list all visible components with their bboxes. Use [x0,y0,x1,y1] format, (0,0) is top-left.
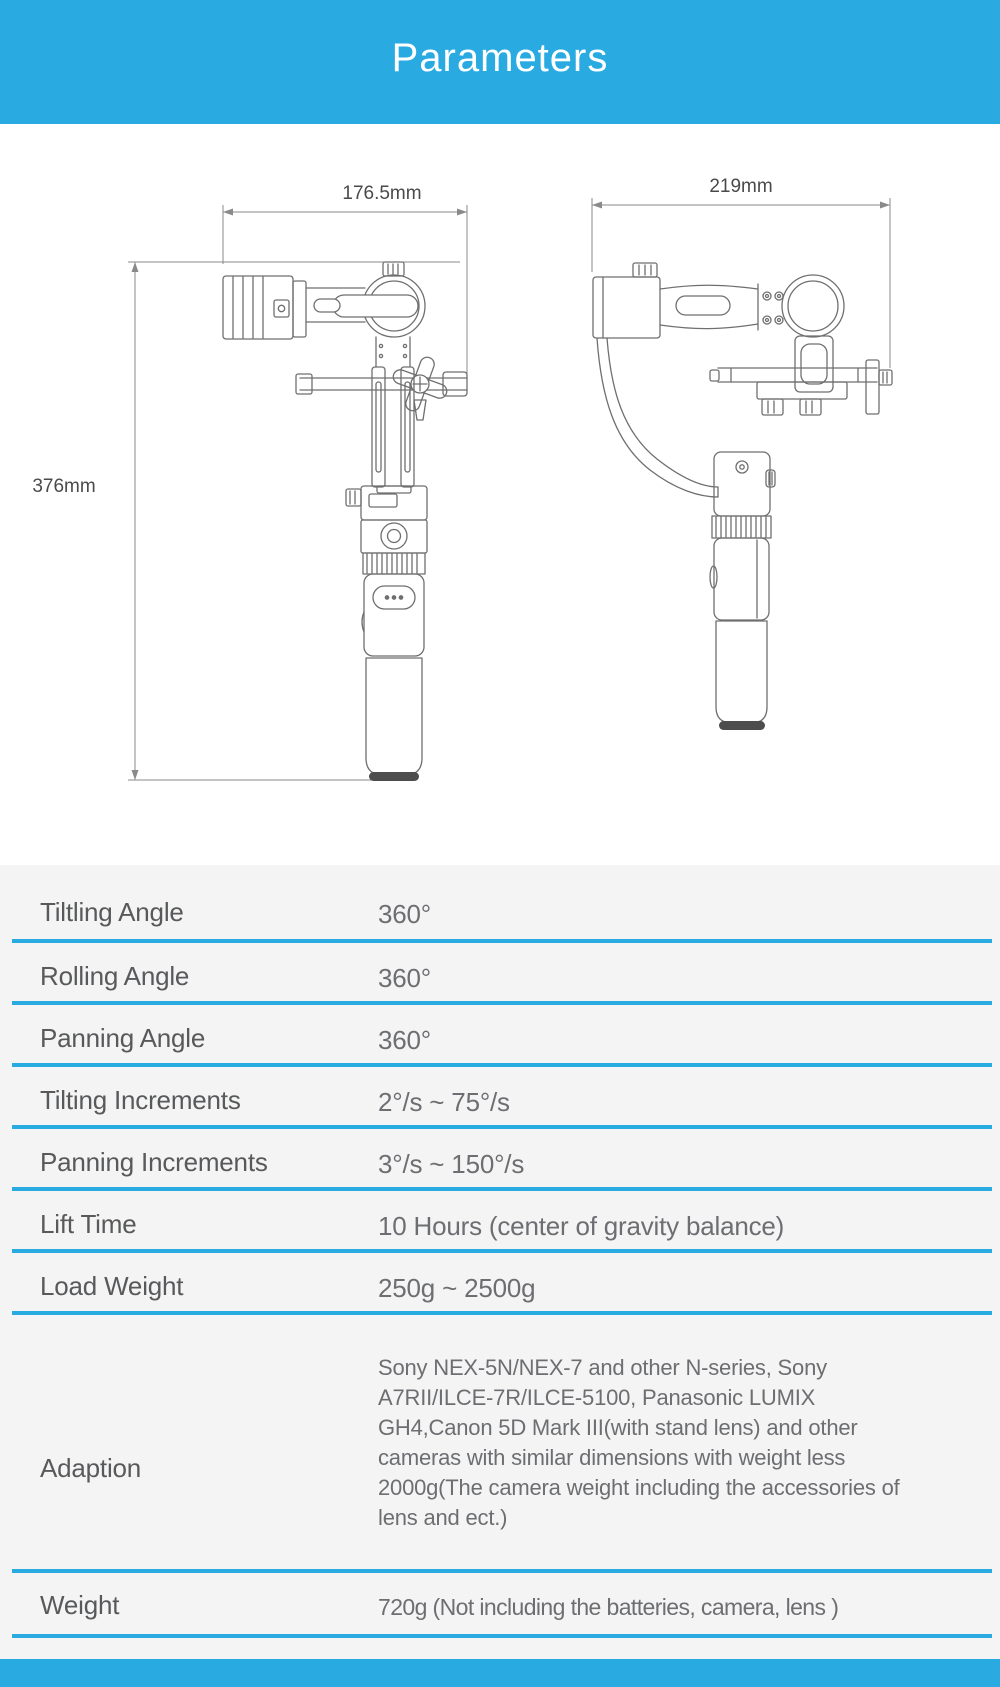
spec-value: 360° [378,898,431,929]
spec-row-load-weight [0,1253,1000,1311]
gimbal-technical-drawing [0,124,1000,865]
spec-label: Load Weight [40,1270,184,1301]
spec-row-weight [0,1573,1000,1634]
spec-label: Tiltling Angle [40,896,184,927]
spec-label: Adaption [40,1452,142,1483]
front-width-dimension-label: 176.5mm [342,183,422,204]
diagram-section [0,124,1000,865]
dimension-arrowheads [132,202,891,781]
spec-row-tilting-increments [0,1067,1000,1125]
spec-label: Weight [40,1590,120,1620]
spec-row-tilting-angle [0,865,1000,939]
header [0,0,1000,124]
spec-label: Panning Angle [40,1022,206,1053]
spec-value: 250g ~ 2500g [378,1272,536,1303]
spec-value: 2°/s ~ 75°/s [378,1086,510,1117]
spec-value: 10 Hours (center of gravity balance) [378,1210,785,1241]
spec-label: Lift Time [40,1208,137,1239]
spec-row-panning-angle [0,1005,1000,1063]
footer-bar [0,1659,1000,1687]
spec-table [0,865,1000,1687]
side-view-drawing [593,263,892,730]
spec-row-panning-increments [0,1129,1000,1187]
page-title: Parameters [391,35,609,80]
spec-value: 3°/s ~ 150°/s [378,1148,525,1179]
side-width-dimension-label: 219mm [709,176,773,197]
spec-value: 360° [378,962,431,993]
spec-row-lift-time [0,1191,1000,1249]
spec-row-rolling-angle [0,943,1000,1001]
spec-row-adaption [0,1315,1000,1569]
front-view-drawing [223,262,467,781]
row-divider [12,1634,992,1638]
spec-label: Panning Increments [40,1146,268,1177]
spec-value: 360° [378,1024,431,1055]
front-height-dimension-label: 376mm [32,476,96,497]
dimension-lines [128,198,890,780]
spec-label: Rolling Angle [40,960,190,991]
spec-value: Sony NEX-5N/NEX-7 and other N-series, Sony A7RII/ILCE-7R/ILCE-5100, Panasonic LUMIX GH4,Canon 5D Mark III(with stand lens) and other cameras with similar dimensions with weight less 2000g(The camera weight including the accessories of lens and ect.) [378,1355,900,1530]
spec-label: Tilting Increments [40,1084,241,1115]
spec-value: 720g (Not including the batteries, camera, lens ) [378,1594,839,1620]
